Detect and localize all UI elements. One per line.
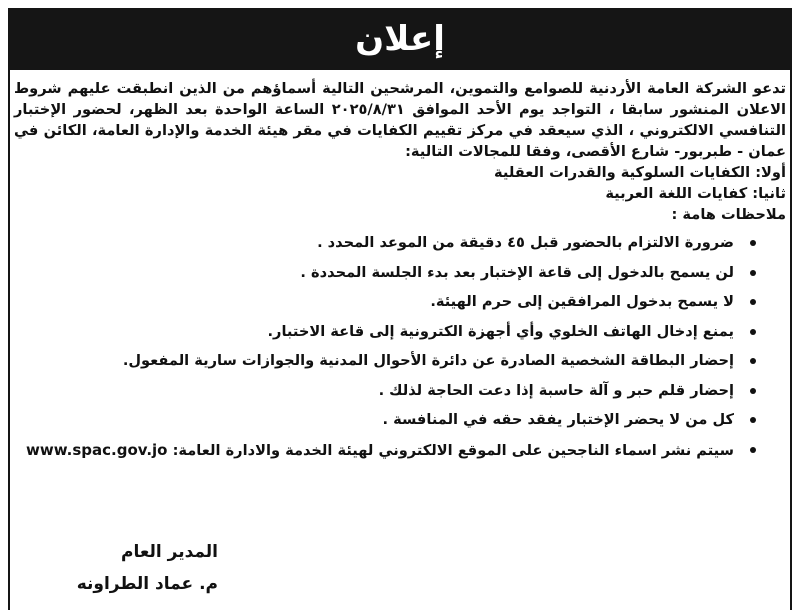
note-item xyxy=(14,233,756,253)
bullet-icon xyxy=(750,299,756,305)
intro-paragraph xyxy=(14,78,786,162)
bullet-icon xyxy=(750,240,756,246)
note-item xyxy=(14,351,756,371)
notes-list xyxy=(14,233,786,461)
page-title: إعلان xyxy=(355,19,445,59)
note-text: لن يسمح بالدخول إلى قاعة الإختبار بعد بدء الجلسة المحددة . xyxy=(300,263,734,281)
bullet-icon xyxy=(750,447,756,453)
notes-heading: ملاحظات هامة : xyxy=(671,206,786,223)
note-text: يمنع إدخال الهاتف الخلوي وأي أجهزة الكترونية إلى قاعة الاختبار. xyxy=(267,322,734,340)
note-item xyxy=(14,292,756,312)
note-text: كل من لا يحضر الإختبار يفقد حقه في المنافسة . xyxy=(382,411,734,428)
bullet-icon xyxy=(750,270,756,276)
intro-text: تدعو الشركة العامة الأردنية للصوامع والتموين، المرشحين التالية أسماؤهم من الذين انطبقت عليهم شروط الاعلان المنشور سابقا ، التواجد يوم الأحد الموافق ٢٠٢٥/٨/٣١ الساعة الواحدة بعد الظهر، لحضور الإختبار التنافسي الالكتروني ، الذي سيعقد في مركز تقييم الكفايات في مقر هيئة الخدمة والإدارة العامة، الكائن في عمان - طبربور- شارع الأقصى، وفقا للمجالات التالية: xyxy=(14,80,787,160)
note-item xyxy=(14,322,756,342)
bullet-icon xyxy=(750,329,756,335)
bullet-icon xyxy=(750,358,756,364)
website-link[interactable]: www.spac.gov.jo xyxy=(26,440,168,459)
bullet-icon xyxy=(750,417,756,423)
signature-name: م. عماد الطراونه xyxy=(76,574,218,594)
domain-first: أولا: الكفايات السلوكية والقدرات العقلية xyxy=(494,164,786,181)
note-item xyxy=(14,263,756,283)
note-item xyxy=(14,381,756,401)
domain-second: ثانيا: كفايات اللغة العربية xyxy=(605,185,786,202)
note-text: سيتم نشر اسماء الناجحين على الموقع الالكتروني لهيئة الخدمة والادارة العامة: xyxy=(172,441,734,459)
note-text: إحضار قلم حبر و آلة حاسبة إذا دعت الحاجة لذلك . xyxy=(378,381,734,399)
signature-title: المدير العام xyxy=(121,542,218,562)
note-item xyxy=(14,410,756,430)
note-text: لا يسمح بدخول المرافقين إلى حرم الهيئة. xyxy=(430,293,734,310)
header-bar xyxy=(8,8,792,70)
bullet-icon xyxy=(750,388,756,394)
note-text: ضرورة الالتزام بالحضور قبل ٤٥ دقيقة من الموعد المحدد . xyxy=(317,234,734,251)
signature-block xyxy=(38,536,218,600)
note-text: إحضار البطاقة الشخصية الصادرة عن دائرة الأحوال المدنية والجوازات سارية المفعول. xyxy=(122,352,734,369)
note-item xyxy=(14,440,756,461)
announcement-body xyxy=(14,78,786,470)
